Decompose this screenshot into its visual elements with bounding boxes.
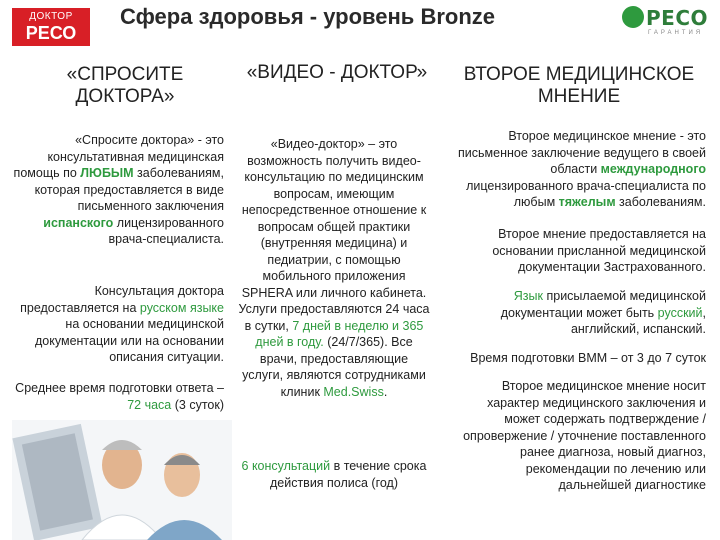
page-title: Сфера здоровья - уровень Bronze: [120, 4, 496, 29]
logo-right-word: РЕСО: [646, 6, 708, 30]
second-opinion-paragraph-3: [450, 288, 706, 338]
text: .: [383, 384, 388, 399]
text: Консультация доктора предоставляется на: [20, 284, 224, 315]
ask-doctor-paragraph-1: [9, 132, 224, 248]
ask-doctor-heading: [40, 64, 210, 108]
second-opinion-paragraph-5: Второе медицинское мнение носит характер медицинского заключения и может содержать подтверждение / опровержение / уточнение поставленного ранее диагноза, новый диагноз, рекомендации по лечению или дальнейшей диагностике: [463, 379, 706, 492]
reso-cross-icon: [622, 6, 644, 28]
ask-doctor-paragraph-3: [9, 380, 224, 413]
highlight: русском языке: [139, 300, 224, 315]
text: Второе медицинское мнение - это письменное заключение ведущего в своей области: [458, 129, 706, 176]
highlight: международного: [600, 162, 706, 176]
text: «Видео-доктор» – это возможность получить видео-консультацию по медицинским вопросам, имеющим непосредственное отношение к вопросам общей практики (внутренняя медицина) и педиатрии, с помощью мобильного приложения SPHERA или личного кабинета.: [241, 137, 427, 300]
highlight: ЛЮБЫМ: [80, 166, 134, 180]
text: лицензированного врача-специалиста.: [108, 215, 224, 246]
text: Среднее время подготовки ответа –: [15, 381, 224, 395]
second-opinion-heading-line1: ВТОРОЕ МЕДИЦИНСКОЕ: [463, 64, 695, 85]
text: «Спросите доктора» - это консультативная медицинская помощь по: [13, 133, 224, 180]
ask-doctor-paragraph-2: [9, 283, 224, 366]
logo-right-subtext: ГАРАНТИЯ: [648, 30, 704, 36]
highlight: Язык: [513, 289, 543, 303]
text: , английский, испанский.: [570, 305, 706, 336]
doctor-reso-logo: [12, 8, 90, 46]
video-doctor-heading: «ВИДЕО - ДОКТОР»: [246, 62, 428, 83]
text: заболеваниям, которая предоставляется в виде письменного заключения: [34, 166, 224, 213]
highlight: испанского: [43, 215, 114, 230]
ask-doctor-heading-line1: «СПРОСИТЕ: [66, 64, 184, 85]
text: на основании медицинской документации или на основании описания ситуации.: [35, 317, 224, 364]
text: (3 суток): [171, 397, 224, 412]
logo-left-top-text: ДОКТОР: [29, 11, 73, 22]
video-doctor-paragraph-1: [238, 136, 430, 400]
highlight: Med.Swiss: [323, 384, 384, 399]
text: в течение срока действия полиса (год): [269, 459, 427, 490]
logo-left-bottom-text: РЕСО: [25, 23, 77, 43]
video-doctor-paragraph-2: [238, 458, 430, 491]
second-opinion-paragraph-1: [450, 128, 706, 211]
reso-garantia-logo: [622, 2, 712, 42]
text: (24/7/365). Все врачи, предоставляющие услуги, являются сотрудниками клиник: [242, 335, 426, 399]
text: Услуги предоставляются 24 часа в сутки,: [238, 302, 430, 333]
highlight: 72 часа: [127, 397, 172, 412]
highlight: 7 дней в неделю и 365 дней в году.: [255, 318, 424, 349]
second-opinion-paragraph-2: Второе мнение предоставляется на основании присланной медицинской документации Застрахованного.: [492, 227, 706, 274]
second-opinion-heading-line2: МНЕНИЕ: [537, 86, 621, 107]
doctors-xray-photo: [12, 420, 232, 540]
text: заболеваниям.: [615, 195, 706, 209]
highlight: русский: [657, 305, 703, 320]
ask-doctor-heading-line2: ДОКТОРА»: [75, 86, 175, 107]
second-opinion-paragraph-4: Время подготовки ВММ – от 3 до 7 суток: [470, 351, 706, 365]
text: присылаемой медицинской документации может быть: [500, 289, 706, 320]
second-opinion-heading: [448, 64, 710, 108]
text: лицензированного врача-специалиста по любым: [466, 178, 706, 209]
highlight: 6 консультаций: [241, 459, 331, 473]
highlight: тяжелым: [558, 195, 616, 209]
